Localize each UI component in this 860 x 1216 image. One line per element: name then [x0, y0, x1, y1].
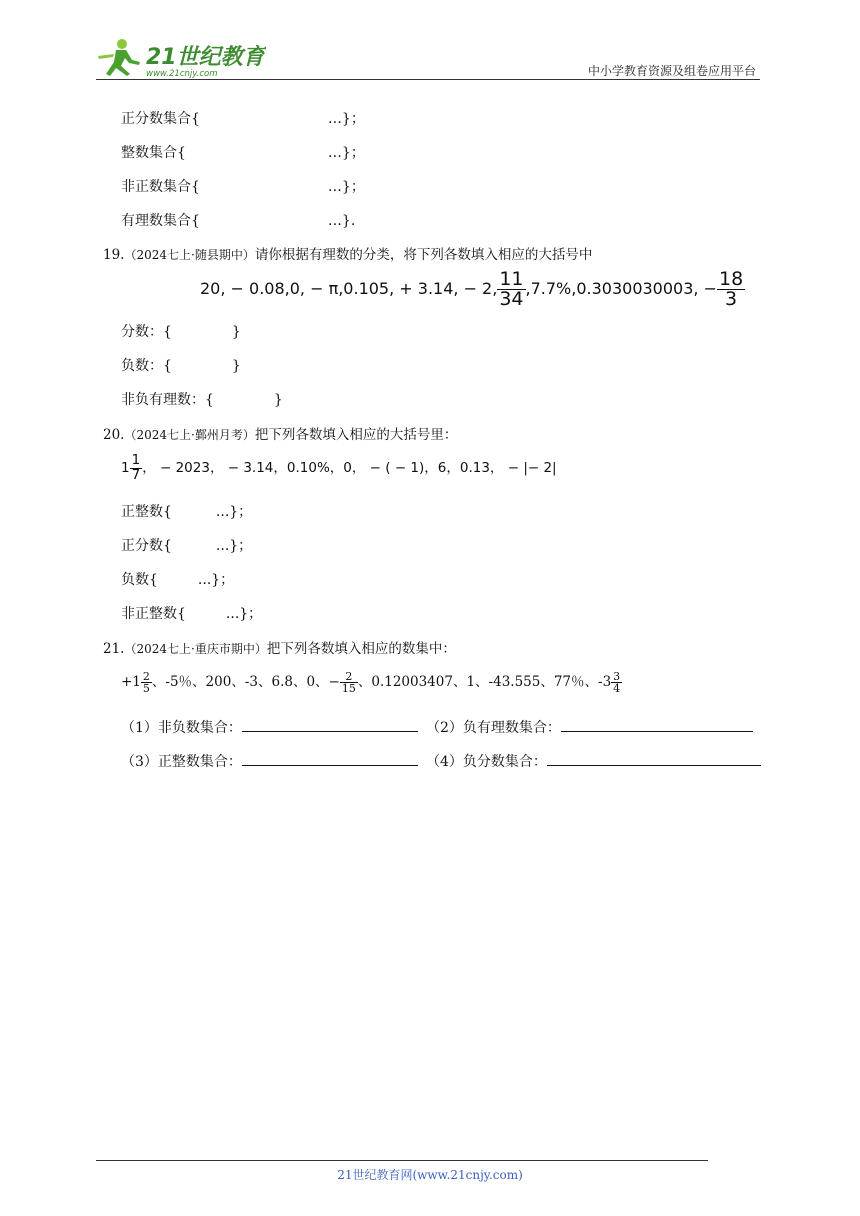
answer-blank[interactable]	[242, 751, 418, 766]
question-21	[103, 637, 456, 657]
question-source: （2024七上·随县期中）	[124, 248, 255, 262]
question-prompt: 请你根据有理数的分类，将下列各数填入相应的大括号中	[254, 247, 593, 263]
question-number: 19.	[103, 247, 125, 263]
answer-blank[interactable]	[547, 751, 761, 766]
blank-positive-integer: （3）正整数集合：	[121, 751, 418, 771]
site-logo	[96, 36, 266, 78]
set-line-positive-fraction-20: 正分数{ ...}；	[121, 538, 253, 554]
footer-divider	[96, 1160, 708, 1161]
set-line-positive-fraction: 正分数集合{ …}；	[121, 111, 365, 127]
footer-link[interactable]: 21世纪教育网(www.21cnjy.com)	[337, 1168, 523, 1182]
question-source: （2024七上·鄞州月考）	[124, 428, 255, 442]
answer-blank[interactable]	[561, 717, 753, 732]
number-list-21: +1 $\frac{2}{5}$ 、-5％、200、-3、6.8、0、− $\frac{2}{15}$ 、0.12003407、1、-43.555、77％、-3 $\frac{3}{4}$	[121, 670, 621, 695]
question-number: 20.	[103, 427, 125, 443]
question-19	[103, 243, 592, 263]
answer-blank[interactable]	[242, 717, 418, 732]
set-line-positive-integer: 正整数{ ...}；	[121, 504, 253, 520]
number-list-19: 20, − 0.08,0, − π,0.105, + 3.14, − 2, $\frac{11}{34}$ ,7.7%,0.3030030003, − $\frac{18}{3}$	[200, 268, 744, 310]
set-line-nonnegative-rational: 非负有理数：{ }	[121, 392, 283, 408]
set-line-negative-20: 负数{ ...}；	[121, 572, 235, 588]
question-source: （2024七上·重庆市期中）	[124, 642, 267, 656]
logo-url: www.21cnjy.com	[146, 69, 218, 78]
platform-title: 中小学教育资源及组卷应用平台	[587, 64, 756, 78]
set-line-negative: 负数：{ }	[121, 358, 241, 374]
header-divider	[96, 79, 760, 80]
logo-text: 21世纪教育	[146, 45, 265, 70]
blank-negative-rational: （2）负有理数集合：	[426, 717, 753, 737]
question-prompt: 把下列各数填入相应的大括号里：	[254, 427, 458, 443]
set-line-integer: 整数集合{ …}；	[121, 145, 365, 161]
question-prompt: 把下列各数填入相应的数集中：	[266, 641, 456, 657]
number-list-20: 1 $\frac{1}{7}$ ， − 2023， − 3.14，0.10%，0， − ( − 1)，6，0.13， − |− 2|	[121, 452, 557, 483]
blank-negative-fraction: （4）负分数集合：	[426, 751, 761, 771]
question-number: 21.	[103, 641, 125, 657]
set-line-rational: 有理数集合{ …}.	[121, 213, 356, 229]
set-line-nonpositive: 非正数集合{ …}；	[121, 179, 365, 195]
blank-nonnegative: （1）非负数集合：	[121, 717, 418, 737]
set-line-fraction: 分数：{ }	[121, 324, 241, 340]
set-line-nonpositive-integer: 非正整数{ ...}；	[121, 606, 263, 622]
question-20	[103, 423, 457, 443]
